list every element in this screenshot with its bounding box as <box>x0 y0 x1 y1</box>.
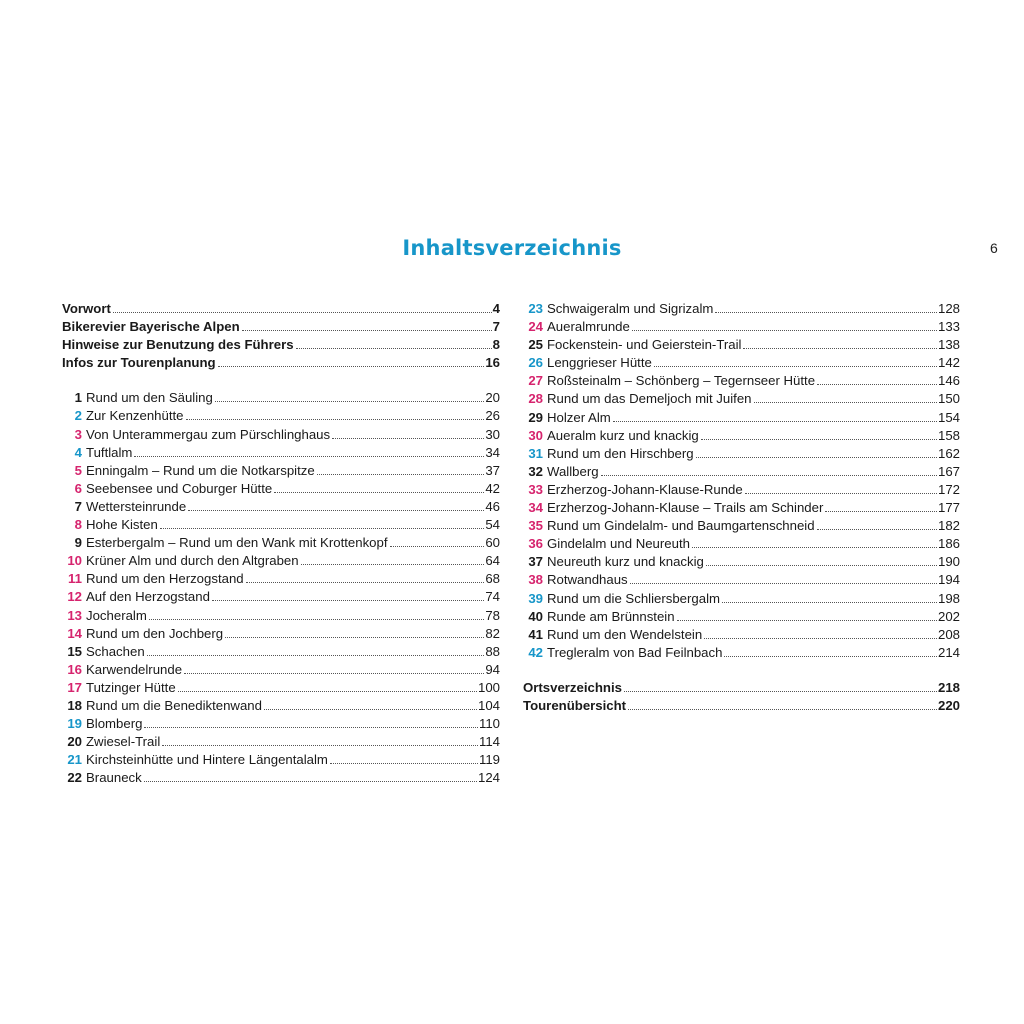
toc-tour-entry[interactable] <box>523 390 960 408</box>
toc-leader-dots <box>817 529 937 530</box>
toc-tour-number: 13 <box>67 607 82 623</box>
toc-leader-dots <box>817 384 937 385</box>
toc-page-number: 128 <box>937 301 960 316</box>
toc-entry-title: Rund um den Herzogstand <box>86 571 244 587</box>
toc-gap <box>523 662 960 679</box>
toc-tour-entry[interactable] <box>523 445 960 463</box>
toc-tour-entry[interactable] <box>523 300 960 318</box>
toc-tour-number: 8 <box>74 517 82 533</box>
toc-tour-number: 29 <box>528 409 543 425</box>
toc-tour-entry[interactable] <box>62 462 500 480</box>
toc-tour-entry[interactable] <box>523 571 960 589</box>
toc-page-number: 94 <box>485 661 500 677</box>
toc-entry-title: Tutzinger Hütte <box>86 679 176 695</box>
toc-page-number: 20 <box>485 390 500 406</box>
toc-entry-title: Bikerevier Bayerische Alpen <box>62 319 240 335</box>
toc-entry-title: Erzherzog-Johann-Klause – Trails am Schinder <box>547 500 824 516</box>
toc-entry-title: Ortsverzeichnis <box>523 679 622 695</box>
toc-page-number: 64 <box>485 553 500 569</box>
toc-tour-number: 36 <box>528 536 543 552</box>
toc-tour-entry[interactable] <box>523 608 960 626</box>
toc-entry-title: Seebensee und Coburger Hütte <box>86 480 273 496</box>
toc-page-number: 124 <box>477 770 500 786</box>
toc-page-number: 119 <box>478 752 500 768</box>
toc-page-number: 60 <box>485 535 500 551</box>
toc-page-number: 88 <box>485 643 500 659</box>
toc-tour-entry[interactable] <box>62 607 500 625</box>
toc-page-number: 177 <box>937 500 960 516</box>
toc-leader-dots <box>692 547 937 548</box>
toc-leader-dots <box>745 493 937 494</box>
toc-entry-title: Wallberg <box>547 463 599 479</box>
toc-tour-entry[interactable] <box>523 354 960 372</box>
toc-entry-title: Hohe Kisten <box>86 517 158 533</box>
toc-tour-number: 35 <box>528 518 543 534</box>
toc-leader-dots <box>624 691 937 692</box>
toc-entry-title: Rund um den Säuling <box>86 390 213 406</box>
toc-page-number: 4 <box>492 301 500 316</box>
toc-page-number: 220 <box>937 697 960 713</box>
toc-page-number: 104 <box>477 697 500 713</box>
toc-page-number: 74 <box>485 589 500 605</box>
toc-entry-title: Gindelalm und Neureuth <box>547 536 690 552</box>
toc-leader-dots <box>113 312 492 313</box>
toc-leader-dots <box>601 475 937 476</box>
toc-entry-title: Roßsteinalm – Schönberg – Tegernseer Hütte <box>547 373 816 389</box>
toc-entry-title: Aueralmrunde <box>547 319 630 335</box>
toc-tour-number: 9 <box>74 535 82 551</box>
toc-entry-title: Rund um Gindelalm- und Baumgartenschneid <box>547 518 815 534</box>
toc-tour-entry[interactable] <box>523 499 960 517</box>
toc-leader-dots <box>144 781 477 782</box>
toc-leader-dots <box>160 528 484 529</box>
toc-leader-dots <box>144 727 478 728</box>
toc-entry-title: Rund um das Demeljoch mit Juifen <box>547 391 752 407</box>
toc-entry-title: Kirchsteinhütte und Hintere Längentalalm <box>86 752 328 768</box>
toc-entry-title: Esterbergalm – Rund um den Wank mit Krottenkopf <box>86 535 388 551</box>
toc-leader-dots <box>332 438 484 439</box>
toc-tour-entry[interactable] <box>523 553 960 571</box>
toc-leader-dots <box>724 656 937 657</box>
toc-tour-number: 21 <box>67 752 82 768</box>
toc-entry-title: Fockenstein- und Geierstein-Trail <box>547 337 742 353</box>
toc-leader-dots <box>701 439 937 440</box>
toc-page-number: 194 <box>937 572 960 588</box>
toc-tour-number: 10 <box>67 553 82 569</box>
toc-leader-dots <box>722 602 937 603</box>
toc-tours-right <box>523 300 960 662</box>
toc-page-number: 7 <box>492 319 500 335</box>
toc-leader-dots <box>613 421 937 422</box>
toc-leader-dots <box>218 366 485 367</box>
toc-leader-dots <box>296 348 492 349</box>
toc-entry-title: Auf den Herzogstand <box>86 589 210 605</box>
toc-tour-number: 14 <box>67 625 82 641</box>
toc-tour-number: 30 <box>528 427 543 443</box>
toc-leader-dots <box>186 419 485 420</box>
toc-leader-dots <box>632 330 937 331</box>
toc-tour-entry[interactable] <box>523 517 960 535</box>
toc-tour-number: 25 <box>528 337 543 353</box>
toc-entry-title: Rund um den Hirschberg <box>547 445 694 461</box>
toc-gap <box>62 372 500 389</box>
toc-page-number: 42 <box>485 480 500 496</box>
toc-entry-title: Schwaigeralm und Sigrizalm <box>547 301 714 316</box>
toc-tour-number: 1 <box>74 390 82 406</box>
toc-entry-title: Enningalm – Rund um die Notkarspitze <box>86 462 315 478</box>
toc-tour-entry[interactable] <box>62 498 500 516</box>
toc-tour-number: 33 <box>528 481 543 497</box>
toc-tour-number: 41 <box>528 626 543 642</box>
toc-tour-number: 42 <box>528 644 543 660</box>
toc-entry-title: Jocheralm <box>86 607 147 623</box>
toc-tour-number: 34 <box>528 500 543 516</box>
toc-page-number: 202 <box>937 608 960 624</box>
toc-page-number: 146 <box>937 373 960 389</box>
toc-tour-number: 39 <box>528 590 543 606</box>
toc-page-number: 214 <box>937 644 960 660</box>
toc-page-number: 8 <box>492 337 500 353</box>
toc-sections-back <box>523 679 960 715</box>
toc-page-number: 68 <box>485 571 500 587</box>
toc-leader-dots <box>301 564 485 565</box>
toc-tour-entry[interactable] <box>523 481 960 499</box>
toc-tour-number: 2 <box>74 408 82 424</box>
toc-entry-title: Runde am Brünnstein <box>547 608 675 624</box>
toc-leader-dots <box>317 474 485 475</box>
toc-tour-number: 5 <box>74 462 82 478</box>
toc-leader-dots <box>715 312 937 313</box>
toc-tour-number: 12 <box>67 589 82 605</box>
toc-page-number: 78 <box>485 607 500 623</box>
toc-tour-entry[interactable] <box>523 626 960 644</box>
toc-entry-title: Brauneck <box>86 770 142 786</box>
toc-tour-number: 11 <box>68 571 82 587</box>
toc-leader-dots <box>149 619 484 620</box>
toc-page-number: 162 <box>937 445 960 461</box>
toc-leader-dots <box>330 763 478 764</box>
toc-tour-number: 3 <box>74 426 82 442</box>
toc-entry-title: Blomberg <box>86 716 143 732</box>
toc-tour-entry[interactable] <box>523 409 960 427</box>
toc-tour-number: 27 <box>528 373 543 389</box>
toc-section-entry[interactable] <box>523 679 960 697</box>
toc-leader-dots <box>274 492 484 493</box>
toc-page-number: 34 <box>485 444 500 460</box>
toc-tour-entry[interactable] <box>62 426 500 444</box>
toc-tour-entry[interactable] <box>62 570 500 588</box>
toc-page-number: 133 <box>937 319 960 335</box>
toc-section-entry[interactable] <box>62 336 500 354</box>
toc-tour-number: 26 <box>528 355 543 371</box>
toc-page-number: 142 <box>937 355 960 371</box>
toc-leader-dots <box>677 620 937 621</box>
toc-tour-number: 32 <box>528 463 543 479</box>
toc-section-entry[interactable] <box>62 300 500 318</box>
toc-left-column <box>62 300 500 787</box>
toc-tour-entry[interactable] <box>523 535 960 553</box>
toc-tour-entry[interactable] <box>62 751 500 769</box>
toc-right-column <box>523 300 960 715</box>
toc-tour-entry[interactable] <box>523 644 960 662</box>
toc-page-number: 182 <box>937 518 960 534</box>
toc-tour-entry[interactable] <box>62 625 500 643</box>
toc-tour-entry[interactable] <box>62 715 500 733</box>
toc-entry-title: Hinweise zur Benutzung des Führers <box>62 337 294 353</box>
toc-tour-entry[interactable] <box>62 516 500 534</box>
toc-leader-dots <box>212 600 484 601</box>
toc-page-number: 82 <box>485 625 500 641</box>
toc-page-number: 30 <box>485 426 500 442</box>
toc-page-number: 208 <box>937 626 960 642</box>
toc-entry-title: Holzer Alm <box>547 409 611 425</box>
toc-tour-number: 4 <box>74 444 82 460</box>
toc-tour-entry[interactable] <box>523 336 960 354</box>
toc-leader-dots <box>390 546 485 547</box>
toc-tour-entry[interactable] <box>62 643 500 661</box>
toc-leader-dots <box>162 745 478 746</box>
toc-tour-number: 18 <box>67 697 82 713</box>
toc-tour-number: 40 <box>528 608 543 624</box>
toc-section-entry[interactable] <box>523 697 960 715</box>
toc-tour-entry[interactable] <box>62 480 500 498</box>
toc-entry-title: Tourenübersicht <box>523 697 627 713</box>
toc-entry-title: Schachen <box>86 643 145 659</box>
toc-tour-entry[interactable] <box>523 427 960 445</box>
toc-leader-dots <box>225 637 484 638</box>
toc-entry-title: Zwiesel-Trail <box>86 734 161 750</box>
toc-entry-title: Krüner Alm und durch den Altgraben <box>86 553 299 569</box>
toc-page-number: 150 <box>937 391 960 407</box>
toc-tour-entry[interactable] <box>62 534 500 552</box>
toc-tour-number: 15 <box>67 643 82 659</box>
toc-page-number: 54 <box>485 517 500 533</box>
toc-tour-number: 38 <box>528 572 543 588</box>
toc-tour-number: 20 <box>67 734 82 750</box>
toc-entry-title: Karwendelrunde <box>86 661 183 677</box>
toc-leader-dots <box>242 330 492 331</box>
toc-leader-dots <box>188 510 484 511</box>
toc-entry-title: Lenggrieser Hütte <box>547 355 652 371</box>
toc-page-number: 37 <box>485 462 500 478</box>
toc-tour-entry[interactable] <box>523 318 960 336</box>
toc-entry-title: Infos zur Tourenplanung <box>62 355 216 371</box>
toc-tour-number: 17 <box>67 679 82 695</box>
toc-page-number: 110 <box>478 716 500 732</box>
toc-entry-title: Vorwort <box>62 301 111 316</box>
toc-entry-title: Zur Kenzenhütte <box>86 408 184 424</box>
toc-tour-number: 19 <box>67 716 82 732</box>
toc-page-number: 190 <box>937 554 960 570</box>
toc-tour-entry[interactable] <box>62 733 500 751</box>
toc-page-number: 154 <box>937 409 960 425</box>
toc-tour-number: 16 <box>67 661 82 677</box>
toc-tour-number: 6 <box>74 480 82 496</box>
toc-leader-dots <box>215 401 484 402</box>
page-number: 6 <box>990 240 998 256</box>
toc-leader-dots <box>743 348 937 349</box>
toc-tour-entry[interactable] <box>523 590 960 608</box>
toc-tour-entry[interactable] <box>62 444 500 462</box>
toc-page-number: 167 <box>937 463 960 479</box>
toc-leader-dots <box>178 691 477 692</box>
toc-entry-title: Neureuth kurz und knackig <box>547 554 704 570</box>
toc-section-entry[interactable] <box>62 318 500 336</box>
toc-tour-entry[interactable] <box>62 679 500 697</box>
toc-tour-number: 23 <box>528 301 543 316</box>
toc-entry-title: Tuftlalm <box>86 444 133 460</box>
toc-section-entry[interactable] <box>62 354 500 372</box>
toc-tour-entry[interactable] <box>523 372 960 390</box>
toc-leader-dots <box>696 457 937 458</box>
toc-entry-title: Rund um den Jochberg <box>86 625 224 641</box>
toc-tour-number: 28 <box>528 391 543 407</box>
toc-entry-title: Rund um die Benediktenwand <box>86 697 262 713</box>
toc-page-number: 218 <box>937 679 960 695</box>
toc-tour-entry[interactable] <box>523 463 960 481</box>
toc-entry-title: Wettersteinrunde <box>86 498 187 514</box>
toc-leader-dots <box>628 709 937 710</box>
toc-tour-number: 37 <box>528 554 543 570</box>
toc-tour-number: 22 <box>67 770 82 786</box>
toc-leader-dots <box>754 402 937 403</box>
toc-entry-title: Rotwandhaus <box>547 572 628 588</box>
toc-leader-dots <box>264 709 477 710</box>
toc-entry-title: Aueralm kurz und knackig <box>547 427 699 443</box>
toc-entry-title: Von Unterammergau zum Pürschlinghaus <box>86 426 331 442</box>
toc-tour-entry[interactable] <box>62 697 500 715</box>
toc-entry-title: Rund um die Schliersbergalm <box>547 590 720 606</box>
toc-page-number: 172 <box>937 481 960 497</box>
toc-page-number: 198 <box>937 590 960 606</box>
toc-leader-dots <box>706 565 937 566</box>
toc-tour-entry[interactable] <box>62 588 500 606</box>
toc-leader-dots <box>654 366 937 367</box>
toc-leader-dots <box>246 582 485 583</box>
toc-leader-dots <box>134 456 484 457</box>
toc-page-number: 100 <box>477 679 500 695</box>
toc-leader-dots <box>184 673 484 674</box>
toc-tour-number: 24 <box>528 319 543 335</box>
toc-tour-number: 31 <box>528 445 543 461</box>
toc-leader-dots <box>825 511 937 512</box>
toc-tour-entry[interactable] <box>62 389 500 407</box>
toc-page-number: 138 <box>937 337 960 353</box>
toc-leader-dots <box>704 638 937 639</box>
toc-page-number: 114 <box>478 734 500 750</box>
toc-page-number: 46 <box>485 498 500 514</box>
toc-tour-entry[interactable] <box>62 552 500 570</box>
toc-page-number: 186 <box>937 536 960 552</box>
toc-tour-number: 7 <box>74 498 82 514</box>
toc-entry-title: Erzherzog-Johann-Klause-Runde <box>547 481 743 497</box>
toc-sections-front <box>62 300 500 372</box>
toc-page-number: 158 <box>937 427 960 443</box>
page-title: Inhaltsverzeichnis <box>402 236 622 260</box>
toc-tour-entry[interactable] <box>62 407 500 425</box>
toc-page-number: 16 <box>485 355 500 371</box>
toc-page-number: 26 <box>485 408 500 424</box>
toc-tour-entry[interactable] <box>62 769 500 787</box>
toc-tours-left <box>62 389 500 787</box>
toc-entry-title: Rund um den Wendelstein <box>547 626 703 642</box>
toc-entry-title: Tregleralm von Bad Feilnbach <box>547 644 723 660</box>
toc-tour-entry[interactable] <box>62 661 500 679</box>
toc-leader-dots <box>147 655 485 656</box>
toc-leader-dots <box>630 583 937 584</box>
